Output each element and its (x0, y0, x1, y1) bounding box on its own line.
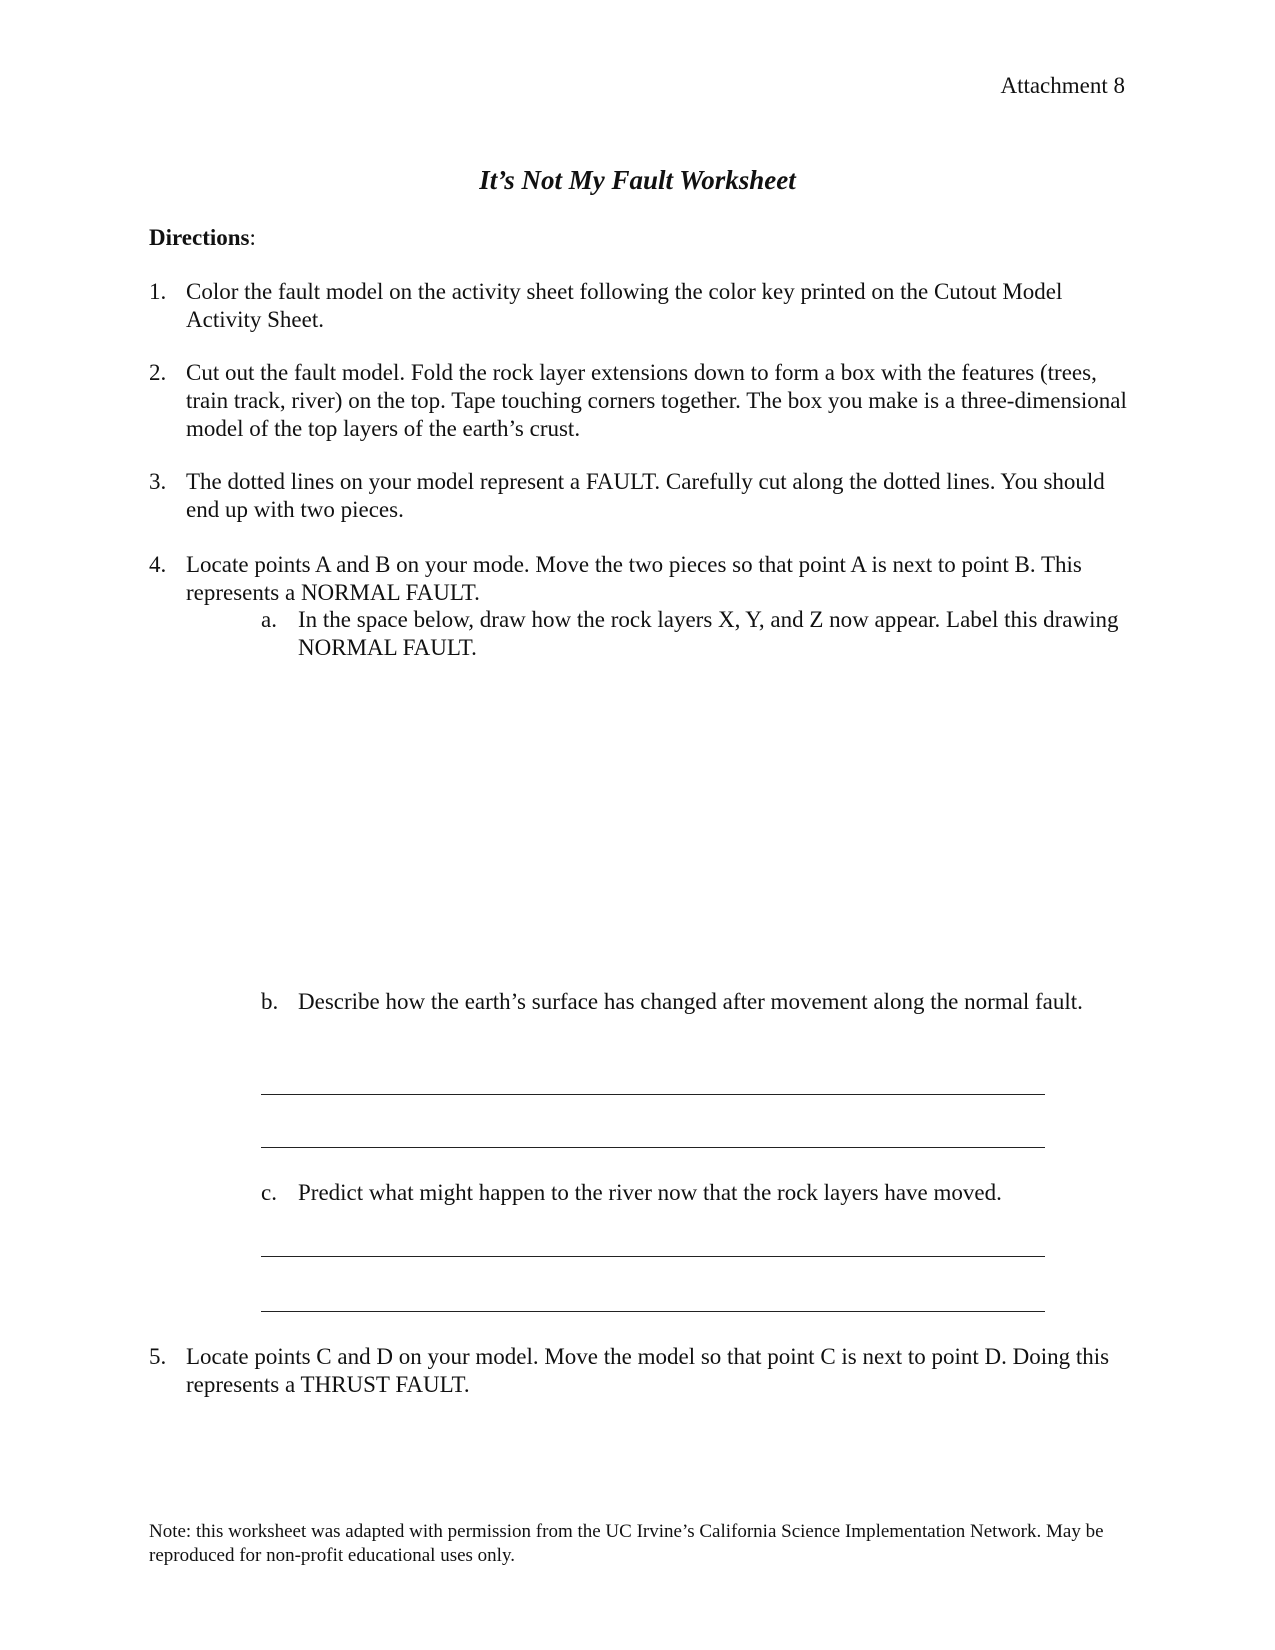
sub-item-text: Predict what might happen to the river now that the rock layers have moved. (298, 1180, 1002, 1205)
item-text: Locate points A and B on your mode. Move the two pieces so that point A is next to point B. This represents a NORMAL FAULT. (186, 552, 1082, 605)
direction-item-1 (149, 278, 1129, 334)
directions-colon: : (249, 225, 256, 250)
sub-item-a (261, 606, 1121, 662)
item-number: 1. (149, 279, 167, 304)
directions-heading (149, 224, 256, 252)
direction-item-5 (149, 1343, 1129, 1399)
sub-item-text: In the space below, draw how the rock layers X, Y, and Z now appear. Label this drawing NORMAL FAULT. (298, 607, 1119, 660)
sub-item-letter: c. (261, 1180, 277, 1205)
item-number: 4. (149, 552, 167, 577)
sub-item-text: Describe how the earth’s surface has changed after movement along the normal fault. (298, 989, 1083, 1014)
item-text: Locate points C and D on your model. Move the model so that point C is next to point D. Doing this represents a THRUST FAULT. (186, 1344, 1110, 1397)
answer-line-c1[interactable] (261, 1256, 1045, 1257)
page-title: It’s Not My Fault Worksheet (479, 165, 796, 195)
answer-line-b1[interactable] (261, 1094, 1045, 1095)
item-text: Color the fault model on the activity sheet following the color key printed on the Cutout Model Activity Sheet. (186, 279, 1063, 332)
footnote: Note: this worksheet was adapted with permission from the UC Irvine’s California Science Implementation Network. May be reproduced for non-profit educational uses only. (149, 1521, 1104, 1566)
item-text: The dotted lines on your model represent a FAULT. Carefully cut along the dotted lines. You should end up with two pieces. (186, 469, 1105, 522)
directions-label: Directions (149, 225, 250, 250)
answer-line-b2[interactable] (261, 1147, 1045, 1148)
answer-line-c2[interactable] (261, 1311, 1045, 1312)
attachment-label: Attachment 8 (1000, 73, 1125, 98)
item-text: Cut out the fault model. Fold the rock layer extensions down to form a box with the features (trees, train track, river) on the top. Tape touching corners together. The box you make is a three-dimensional model of the top layers of the earth’s crust. (186, 360, 1127, 441)
item-number: 5. (149, 1344, 167, 1369)
sub-item-letter: a. (261, 607, 277, 632)
direction-item-2 (149, 359, 1129, 443)
sub-item-letter: b. (261, 989, 279, 1014)
sub-item-b (261, 988, 1121, 1016)
direction-item-3 (149, 468, 1129, 524)
sub-item-c (261, 1179, 1121, 1207)
direction-item-4 (149, 551, 1129, 607)
item-number: 2. (149, 360, 167, 385)
item-number: 3. (149, 469, 167, 494)
